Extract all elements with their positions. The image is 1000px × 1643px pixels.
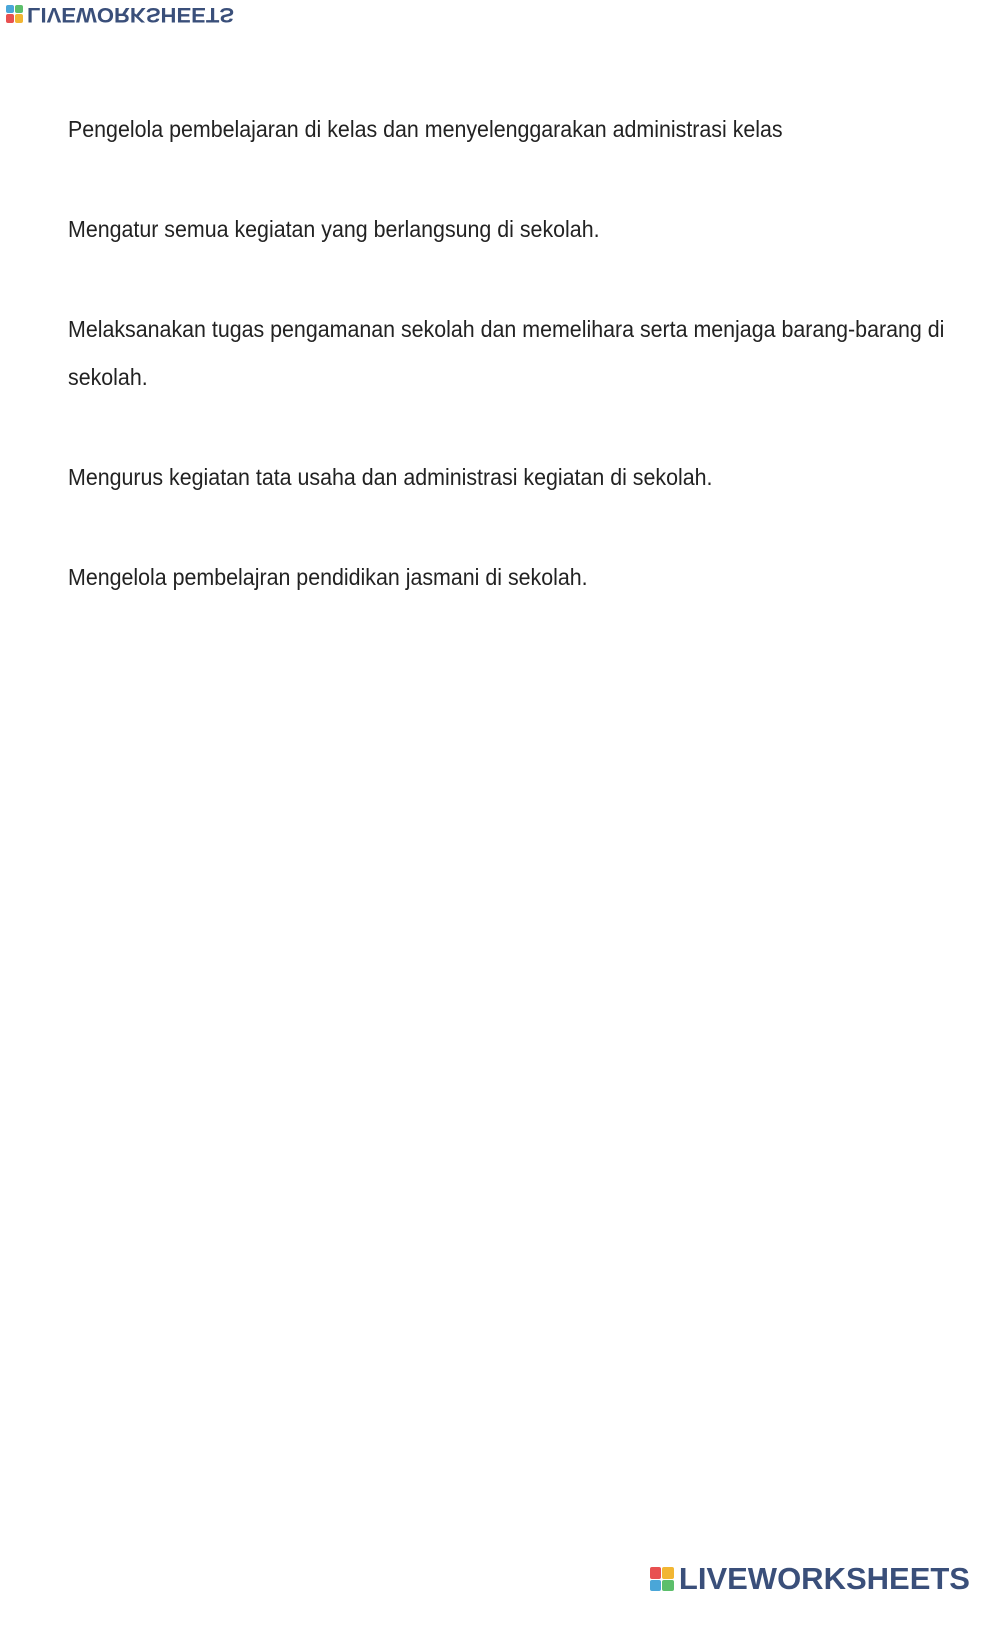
logo-text: LIVEWORKSHEETS [678, 1561, 970, 1596]
logo-square [6, 15, 14, 24]
liveworksheets-logo-top [6, 2, 235, 26]
liveworksheets-logo-icon [6, 5, 23, 23]
statement-2: Mengatur semua kegiatan yang berlangsung di sekolah. [68, 216, 600, 242]
logo-square [6, 5, 14, 14]
liveworksheets-logo-bottom [650, 1561, 970, 1597]
logo-square [662, 1567, 674, 1579]
logo-text: LIVEWORKSHEETS [27, 3, 235, 26]
statement-list [68, 105, 948, 653]
logo-square [15, 15, 23, 24]
statement-1: Pengelola pembelajaran di kelas dan menyelenggarakan administrasi kelas [68, 116, 783, 142]
logo-square [662, 1580, 674, 1592]
statement-3: Melaksanakan tugas pengamanan sekolah dan memelihara serta menjaga barang-barang di sekolah. [68, 316, 945, 390]
statement-4: Mengurus kegiatan tata usaha dan administrasi kegiatan di sekolah. [68, 464, 713, 490]
statement-5: Mengelola pembelajran pendidikan jasmani di sekolah. [68, 564, 588, 590]
liveworksheets-logo-icon [650, 1567, 674, 1591]
logo-square [650, 1580, 662, 1592]
logo-square [650, 1567, 662, 1579]
logo-square [15, 5, 23, 14]
